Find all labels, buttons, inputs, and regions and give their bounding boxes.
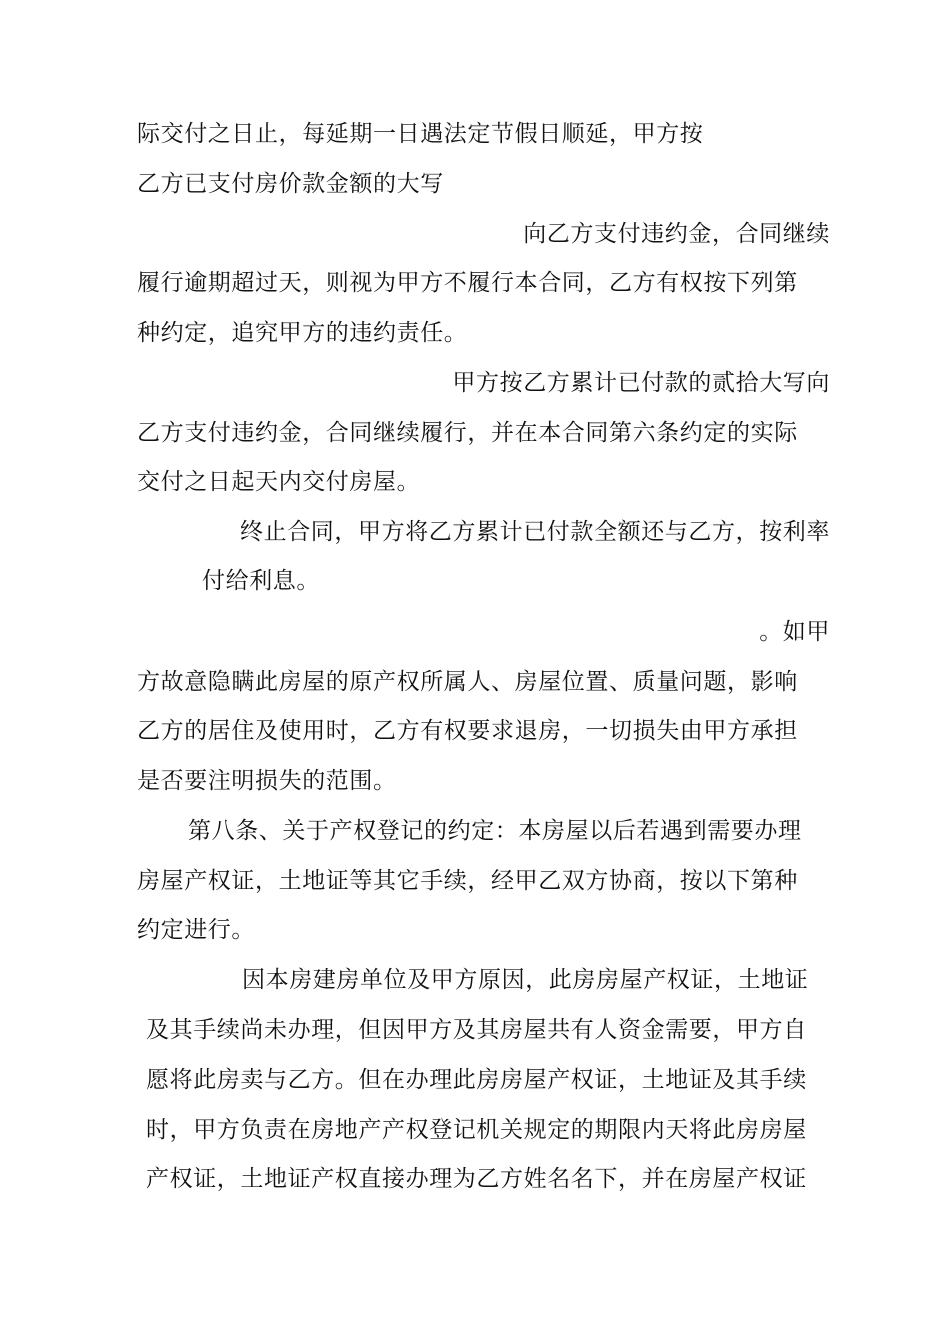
text-line: 种约定，追究甲方的违约责任。 bbox=[137, 320, 468, 346]
text-line: 向乙方支付违约金，合同继续 bbox=[523, 221, 830, 247]
text-line: 。如甲 bbox=[759, 619, 830, 645]
text-line: 付给利息。 bbox=[202, 568, 320, 594]
text-line: 际交付之日止，每延期一日遇法定节假日顺延，甲方按 bbox=[137, 121, 704, 147]
text-line: 是否要注明损失的范围。 bbox=[137, 768, 397, 794]
text-line: 约定进行。 bbox=[137, 917, 255, 943]
text-line: 方故意隐瞒此房屋的原产权所属人、房屋位置、质量问题，影响 bbox=[137, 669, 798, 695]
text-line: 因本房建房单位及甲方原因，此房房屋产权证，土地证 bbox=[242, 967, 809, 993]
text-line: 时，甲方负责在房地产产权登记机关规定的期限内天将此房房屋 bbox=[146, 1117, 807, 1143]
text-line: 乙方的居住及使用时，乙方有权要求退房，一切损失由甲方承担 bbox=[137, 718, 798, 744]
text-line: 履行逾期超过天，则视为甲方不履行本合同，乙方有权按下列第 bbox=[137, 270, 798, 296]
text-line: 第八条、关于产权登记的约定：本房屋以后若遇到需要办理 bbox=[188, 818, 802, 844]
text-line: 产权证，土地证产权直接办理为乙方姓名名下，并在房屋产权证 bbox=[146, 1166, 807, 1192]
text-line: 及其手续尚未办理，但因甲方及其房屋共有人资金需要，甲方自 bbox=[146, 1017, 807, 1043]
text-line: 房屋产权证，土地证等其它手续，经甲乙双方协商，按以下第种 bbox=[137, 868, 798, 894]
text-line: 甲方按乙方累计已付款的贰拾大写向 bbox=[452, 370, 830, 396]
text-line: 乙方已支付房价款金额的大写 bbox=[137, 171, 444, 197]
text-line: 终止合同，甲方将乙方累计已付款全额还与乙方，按利率 bbox=[240, 519, 830, 545]
text-line: 愿将此房卖与乙方。但在办理此房房屋产权证，土地证及其手续 bbox=[146, 1067, 807, 1093]
text-line: 乙方支付违约金，合同继续履行，并在本合同第六条约定的实际 bbox=[137, 420, 798, 446]
text-line: 交付之日起天内交付房屋。 bbox=[137, 469, 421, 495]
